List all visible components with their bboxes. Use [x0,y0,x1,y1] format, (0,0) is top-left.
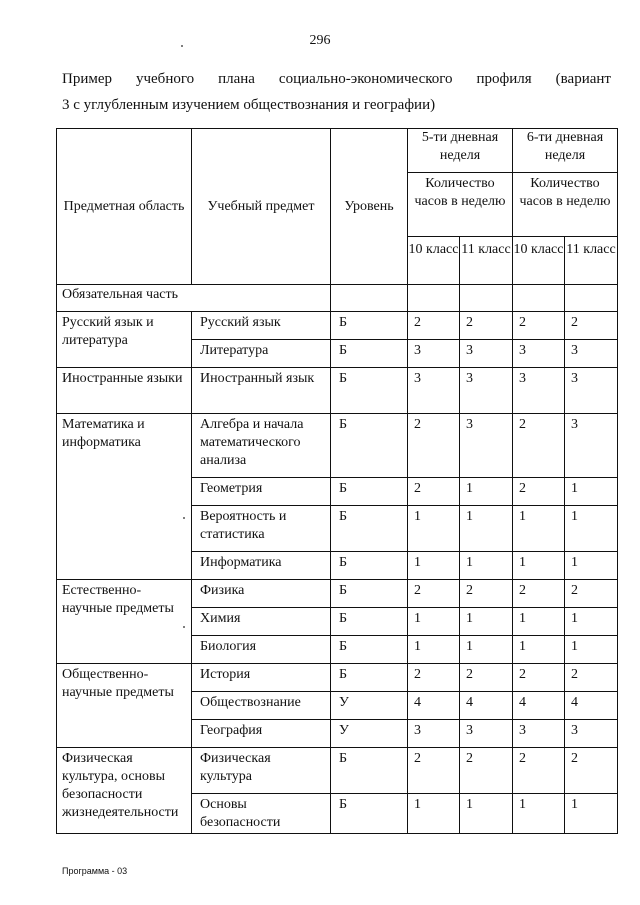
document-heading [62,66,611,118]
hours-cell: 3 [565,414,618,478]
heading-word: (вариант [555,71,611,87]
hours-cell: 4 [513,692,565,720]
scan-speck [183,626,185,628]
hours-cell: 2 [565,312,618,340]
header-hours-per-week: Количество часов в неделю [408,173,513,237]
hours-cell: 3 [460,414,513,478]
hours-cell: 2 [408,478,460,506]
heading-word: социально-экономического [278,71,453,87]
hours-cell: 2 [408,312,460,340]
hours-cell: 3 [513,340,565,368]
hours-cell: 3 [565,340,618,368]
hours-cell: 3 [513,368,565,414]
scan-speck [183,517,185,519]
level-cell: Б [331,552,408,580]
subject-cell: Вероятность и статистика [192,506,331,552]
table-row [57,664,618,692]
empty-cell [408,285,460,312]
header-subject-area: Предметная область [57,129,192,285]
hours-cell: 1 [408,552,460,580]
hours-cell: 1 [565,794,618,834]
level-cell: У [331,692,408,720]
heading-word: плана [218,71,255,87]
hours-cell: 1 [565,478,618,506]
scan-speck [181,45,183,47]
hours-cell: 1 [408,794,460,834]
hours-cell: 2 [460,748,513,794]
header-six-day-week: 6-ти дневная неделя [513,129,618,173]
hours-cell: 3 [460,368,513,414]
level-cell: Б [331,608,408,636]
hours-cell: 2 [513,478,565,506]
subject-cell: География [192,720,331,748]
subject-cell: Алгебра и начала математического анализа [192,414,331,478]
hours-cell: 3 [460,340,513,368]
level-cell: Б [331,794,408,834]
hours-cell: 2 [408,748,460,794]
hours-cell: 1 [460,636,513,664]
hours-cell: 1 [513,608,565,636]
hours-cell: 1 [565,506,618,552]
hours-cell: 2 [513,414,565,478]
hours-cell: 4 [408,692,460,720]
table-row [57,414,618,478]
heading-word: учебного [135,71,195,87]
subject-cell: Информатика [192,552,331,580]
hours-cell: 2 [408,580,460,608]
header-grade-11: 11 класс [460,237,513,285]
header-grade-10: 10 класс [408,237,460,285]
mandatory-part-label: Обязательная часть [57,285,331,312]
header-grade-11: 11 класс [565,237,618,285]
hours-cell: 1 [460,608,513,636]
header-subject: Учебный предмет [192,129,331,285]
level-cell: Б [331,368,408,414]
hours-cell: 3 [408,368,460,414]
hours-cell: 2 [565,664,618,692]
level-cell: Б [331,312,408,340]
hours-cell: 2 [460,312,513,340]
hours-cell: 2 [565,748,618,794]
hours-cell: 4 [460,692,513,720]
level-cell: Б [331,748,408,794]
subject-cell: Геометрия [192,478,331,506]
subject-area-cell: Иностранные языки [57,368,192,414]
table-row [57,580,618,608]
subject-area-cell: Русский язык и литература [57,312,192,368]
subject-area-cell: Естественно-научные предметы [57,580,192,664]
hours-cell: 1 [513,636,565,664]
hours-cell: 1 [513,794,565,834]
hours-cell: 3 [565,720,618,748]
hours-cell: 1 [513,552,565,580]
hours-cell: 1 [513,506,565,552]
subject-cell: Обществознание [192,692,331,720]
table-row [57,312,618,340]
empty-cell [565,285,618,312]
hours-cell: 3 [460,720,513,748]
heading-word: профиля [476,71,532,87]
curriculum-table [56,128,618,834]
level-cell: Б [331,506,408,552]
level-cell: Б [331,414,408,478]
subject-cell: Физическая культура [192,748,331,794]
heading-word: Пример [62,71,113,87]
hours-cell: 1 [460,478,513,506]
header-hours-per-week: Количество часов в неделю [513,173,618,237]
page-number: 296 [309,33,331,48]
subject-area-cell: Математика и информатика [57,414,192,580]
empty-cell [460,285,513,312]
level-cell: Б [331,580,408,608]
level-cell: Б [331,664,408,692]
level-cell: У [331,720,408,748]
heading-line-1 [62,66,611,92]
level-cell: Б [331,636,408,664]
hours-cell: 1 [408,506,460,552]
hours-cell: 1 [460,506,513,552]
hours-cell: 2 [565,580,618,608]
subject-cell: Химия [192,608,331,636]
heading-line-2: 3 с углубленным изучением обществознания и географии) [62,97,436,113]
hours-cell: 2 [408,664,460,692]
subject-cell: Иностранный язык [192,368,331,414]
hours-cell: 1 [408,608,460,636]
hours-cell: 3 [565,368,618,414]
empty-cell [513,285,565,312]
subject-area-cell: Общественно-научные предметы [57,664,192,748]
level-cell: Б [331,340,408,368]
hours-cell: 3 [513,720,565,748]
header-grade-10: 10 класс [513,237,565,285]
hours-cell: 2 [408,414,460,478]
hours-cell: 2 [513,748,565,794]
header-five-day-week: 5-ти дневная неделя [408,129,513,173]
subject-cell: Русский язык [192,312,331,340]
empty-cell [331,285,408,312]
subject-cell: Физика [192,580,331,608]
hours-cell: 1 [565,608,618,636]
hours-cell: 1 [460,552,513,580]
hours-cell: 2 [513,664,565,692]
hours-cell: 3 [408,720,460,748]
hours-cell: 2 [460,664,513,692]
level-cell: Б [331,478,408,506]
hours-cell: 1 [565,552,618,580]
hours-cell: 1 [565,636,618,664]
table-row [57,368,618,414]
subject-area-cell: Физическая культура, основы безопасности жизнедеятельности [57,748,192,834]
subject-cell: История [192,664,331,692]
hours-cell: 1 [460,794,513,834]
hours-cell: 2 [513,312,565,340]
hours-cell: 3 [408,340,460,368]
table-row [57,748,618,794]
footer-program-code: Программа - 03 [62,866,128,876]
hours-cell: 2 [460,580,513,608]
hours-cell: 2 [513,580,565,608]
subject-cell: Литература [192,340,331,368]
header-level: Уровень [331,129,408,285]
hours-cell: 1 [408,636,460,664]
subject-cell: Биология [192,636,331,664]
hours-cell: 4 [565,692,618,720]
subject-cell: Основы безопасности [192,794,331,834]
